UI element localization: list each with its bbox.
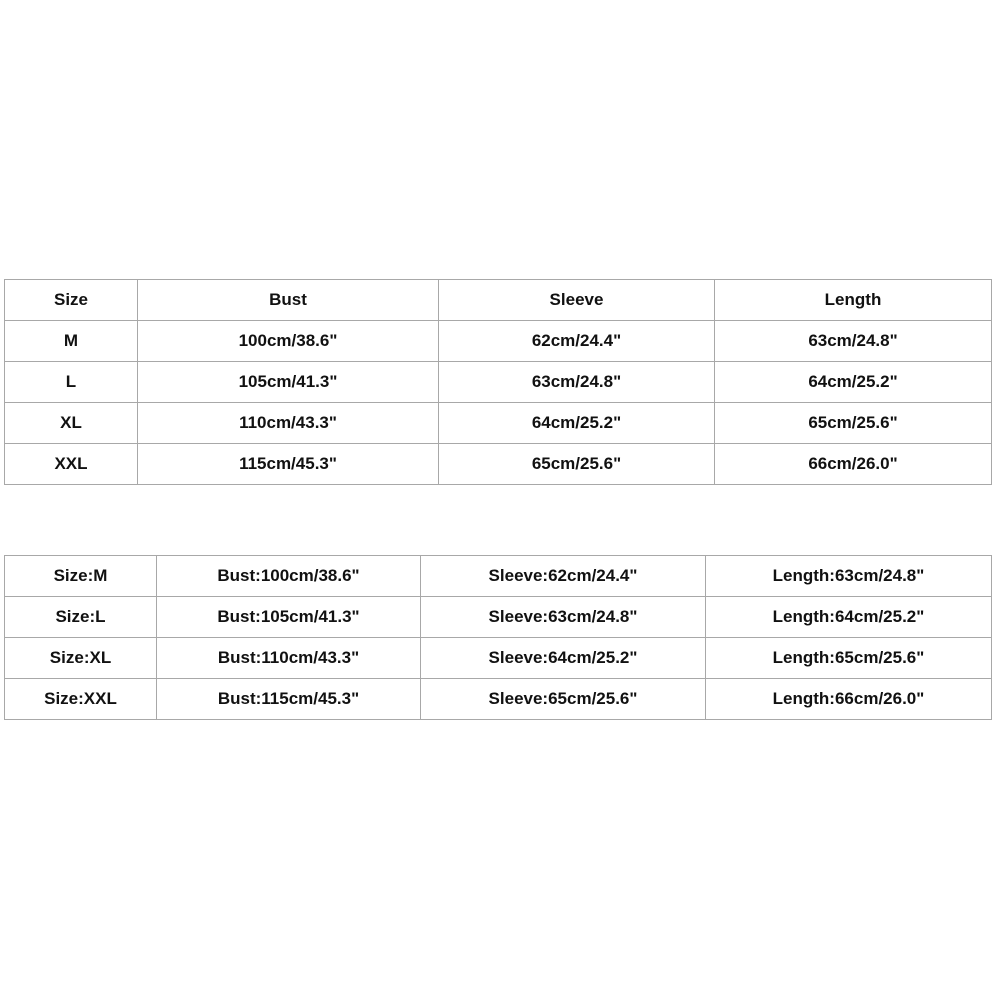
length-cell: 66cm/26.0" <box>715 444 992 485</box>
table-row <box>5 597 992 638</box>
bust-cell: Bust:100cm/38.6" <box>157 556 421 597</box>
size-cell: Size:L <box>5 597 157 638</box>
bust-cell: 100cm/38.6" <box>138 321 439 362</box>
bust-cell: Bust:105cm/41.3" <box>157 597 421 638</box>
header-row <box>5 280 992 321</box>
length-cell: 65cm/25.6" <box>715 403 992 444</box>
length-cell: Length:65cm/25.6" <box>706 638 992 679</box>
sleeve-cell: 65cm/25.6" <box>439 444 715 485</box>
bust-cell: Bust:115cm/45.3" <box>157 679 421 720</box>
bust-cell: Bust:110cm/43.3" <box>157 638 421 679</box>
table-row <box>5 321 992 362</box>
sleeve-cell: 63cm/24.8" <box>439 362 715 403</box>
sleeve-cell: 64cm/25.2" <box>439 403 715 444</box>
table-row <box>5 638 992 679</box>
table-row <box>5 679 992 720</box>
bust-cell: 105cm/41.3" <box>138 362 439 403</box>
header-cell-size: Size <box>5 280 138 321</box>
size-cell: XXL <box>5 444 138 485</box>
sleeve-cell: 62cm/24.4" <box>439 321 715 362</box>
length-cell: Length:64cm/25.2" <box>706 597 992 638</box>
size-chart-table <box>4 279 992 485</box>
header-cell-length: Length <box>715 280 992 321</box>
length-cell: Length:66cm/26.0" <box>706 679 992 720</box>
header-cell-sleeve: Sleeve <box>439 280 715 321</box>
sleeve-cell: Sleeve:65cm/25.6" <box>421 679 706 720</box>
header-cell-bust: Bust <box>138 280 439 321</box>
size-cell: Size:M <box>5 556 157 597</box>
length-cell: Length:63cm/24.8" <box>706 556 992 597</box>
bust-cell: 110cm/43.3" <box>138 403 439 444</box>
sleeve-cell: Sleeve:62cm/24.4" <box>421 556 706 597</box>
size-cell: XL <box>5 403 138 444</box>
table-row <box>5 556 992 597</box>
size-cell: M <box>5 321 138 362</box>
table-row <box>5 444 992 485</box>
bust-cell: 115cm/45.3" <box>138 444 439 485</box>
size-cell: Size:XXL <box>5 679 157 720</box>
length-cell: 64cm/25.2" <box>715 362 992 403</box>
sleeve-cell: Sleeve:64cm/25.2" <box>421 638 706 679</box>
table-row <box>5 403 992 444</box>
length-cell: 63cm/24.8" <box>715 321 992 362</box>
size-list-table <box>4 555 992 720</box>
size-cell: L <box>5 362 138 403</box>
sleeve-cell: Sleeve:63cm/24.8" <box>421 597 706 638</box>
size-cell: Size:XL <box>5 638 157 679</box>
table-row <box>5 362 992 403</box>
